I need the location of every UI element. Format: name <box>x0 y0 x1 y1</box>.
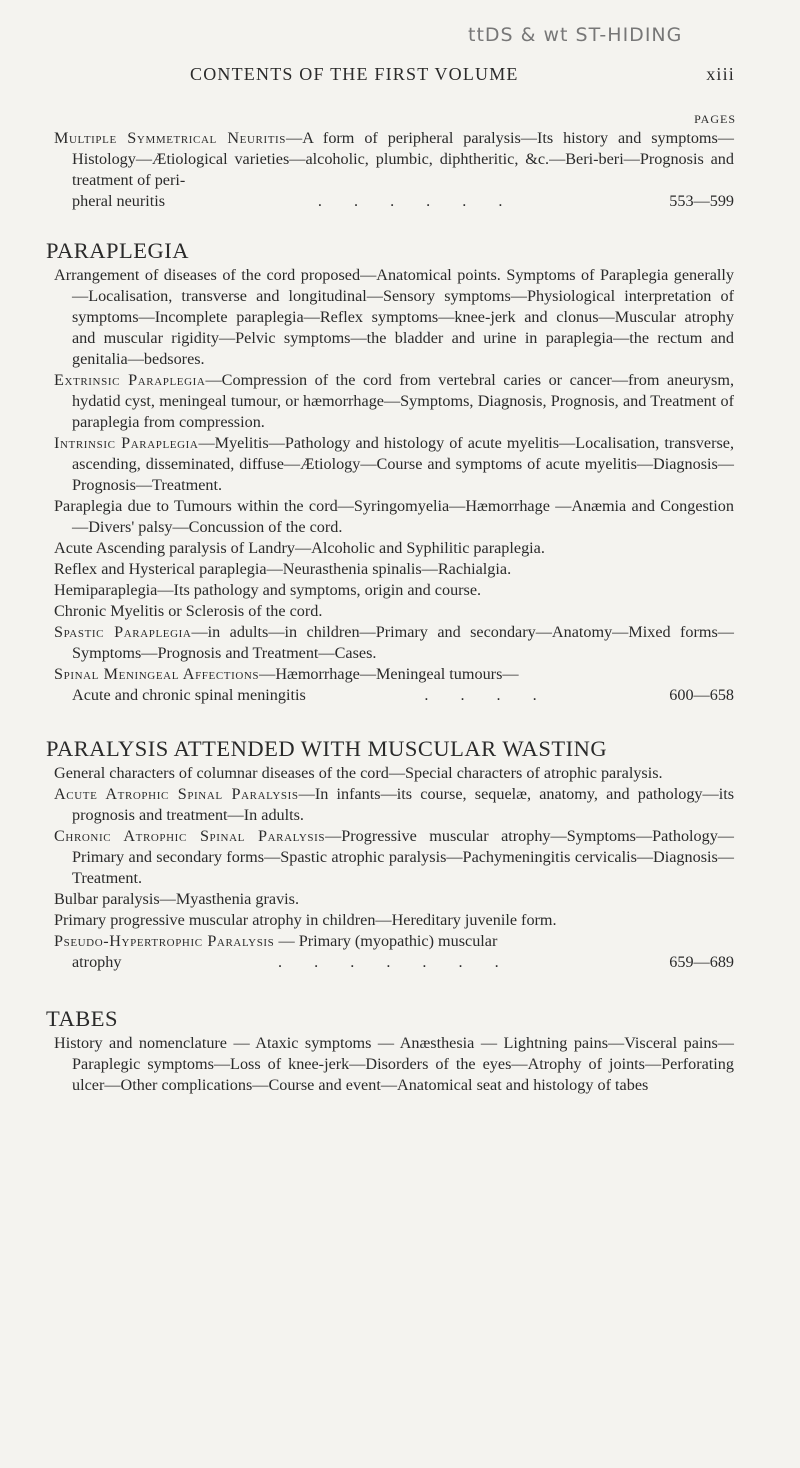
entry-text: Bulbar paralysis—Myasthenia gravis. <box>54 890 300 908</box>
entry-text: Paraplegia due to Tumours within the cord—Syringomyelia—Hæmorrhage —Anæmia and Congestion—Divers' palsy—Concussion of the cord. <box>54 497 734 536</box>
toc-entry <box>54 433 734 496</box>
library-stamp: ttDS & wt ST-HIDING <box>468 24 683 46</box>
pages-column-label: PAGES <box>694 112 736 126</box>
entry-lead: Multiple Symmetrical Neuritis <box>54 129 287 147</box>
leader-text: Acute and chronic spinal meningitis <box>72 686 306 704</box>
entry-lead: Chronic Atrophic Spinal Paralysis <box>54 827 326 845</box>
toc-entry <box>54 538 734 559</box>
toc-entry <box>54 622 734 664</box>
leader-text: pheral neuritis <box>72 192 166 210</box>
entry-lead: Intrinsic Paraplegia <box>54 434 199 452</box>
entry-text: —Progressive muscular atrophy—Symptoms—Pathology—Primary and secondary forms—Spastic atrophic paralysis—Pachymeningitis cervicalis—Diagnosis—Treatment. <box>72 827 734 887</box>
entry-lead: Extrinsic Paraplegia <box>54 371 206 389</box>
entry-text: —in adults—in children—Primary and secondary—Anatomy—Mixed forms—Symptoms—Prognosis and Treatment—Cases. <box>72 623 734 662</box>
entry-text: Chronic Myelitis or Sclerosis of the cord. <box>54 602 323 620</box>
toc-entry <box>54 370 734 433</box>
entry-lead: Spastic Paraplegia <box>54 623 192 641</box>
entry-lead: Pseudo-Hypertrophic Paralysis <box>54 932 275 950</box>
toc-entry <box>54 559 734 580</box>
section-leader-line <box>54 952 734 973</box>
entry-text: Acute Ascending paralysis of Landry—Alcoholic and Syphilitic paraplegia. <box>54 539 545 557</box>
page-number: xiii <box>706 64 735 84</box>
section-heading: PARALYSIS ATTENDED WITH MUSCULAR WASTING <box>46 736 608 761</box>
neuritis-leader-line <box>54 191 734 212</box>
leader-dots: . . . . . . . <box>278 953 513 971</box>
entry-lead: Spinal Meningeal Affections <box>54 665 260 683</box>
toc-entry <box>54 784 734 826</box>
neuritis-entry <box>54 128 734 191</box>
leader-dots: . . . . <box>424 686 551 704</box>
page-range: 659—689 <box>669 953 734 971</box>
entry-text: General characters of columnar diseases of the cord—Special characters of atrophic paralysis. <box>54 764 663 782</box>
section-heading: TABES <box>46 1006 118 1031</box>
contents-body <box>46 128 734 1096</box>
entry-text: —A form of peripheral paralysis—Its history and symptoms—Histology—Ætiological varieties—alcoholic, plumbic, diphtheritic, &c.—Beri-beri—Prognosis and treatment of peri- <box>72 129 734 189</box>
toc-entry <box>54 601 734 622</box>
entry-text: —In infants—its course, sequelæ, anatomy, and pathology—its prognosis and treatment—In adults. <box>72 785 734 824</box>
entry-text: —Myelitis—Pathology and histology of acute myelitis—Localisation, transverse, ascending, disseminated, diffuse—Ætiology—Course and symptoms of acute myelitis—Diagnosis—Prognosis—Treatment. <box>72 434 734 494</box>
toc-entry <box>54 889 734 910</box>
toc-entry <box>54 580 734 601</box>
page-range: 600—658 <box>669 686 734 704</box>
toc-entry <box>54 826 734 889</box>
toc-entry <box>54 496 734 538</box>
toc-entry <box>54 664 734 685</box>
toc-entry <box>54 1033 734 1096</box>
entry-text: Hemiparaplegia—Its pathology and symptoms, origin and course. <box>54 581 482 599</box>
entry-text: — Primary (myopathic) muscular <box>274 932 498 950</box>
entry-text: Primary progressive muscular atrophy in children—Hereditary juvenile form. <box>54 911 557 929</box>
running-head-title: CONTENTS OF THE FIRST VOLUME <box>190 64 519 84</box>
section-leader-line <box>54 685 734 706</box>
section-heading: PARAPLEGIA <box>46 238 189 263</box>
toc-entry <box>54 763 734 784</box>
toc-entry <box>54 910 734 931</box>
entry-lead: Acute Atrophic Spinal Paralysis <box>54 785 299 803</box>
toc-entry <box>54 265 734 370</box>
entry-text: —Compression of the cord from vertebral caries or cancer—from aneurysm, hydatid cyst, meningeal tumour, or hæmorrhage—Symptoms, Diagnosis, Prognosis, and Treatment of paraplegia from compression. <box>72 371 734 431</box>
leader-text: atrophy <box>72 953 122 971</box>
toc-entry <box>54 931 734 952</box>
leader-dots: . . . . . . <box>317 192 517 210</box>
entry-text: Reflex and Hysterical paraplegia—Neurasthenia spinalis—Rachialgia. <box>54 560 512 578</box>
entry-text: —Hæmorrhage—Meningeal tumours— <box>259 665 519 683</box>
entry-text: Arrangement of diseases of the cord proposed—Anatomical points. Symptoms of Paraplegia generally—Localisation, transverse and longitudinal—Sensory symptoms—Physiological interpretation of symptoms—Incomplete paraplegia—Reflex symptoms—knee-jerk and clonus—Muscular atrophy and muscular rigidity—Pelvic symptoms—the bladder and urine in paraplegia—the rectum and genitalia—bedsores. <box>54 266 734 368</box>
page-range: 553—599 <box>669 192 734 210</box>
entry-text: History and nomenclature — Ataxic symptoms — Anæsthesia — Lightning pains—Visceral pains—Paraplegic symptoms—Loss of knee-jerk—Disorders of the eyes—Atrophy of joints—Perforating ulcer—Other complications—Course and event—Anatomical seat and histology of tabes <box>54 1034 734 1094</box>
